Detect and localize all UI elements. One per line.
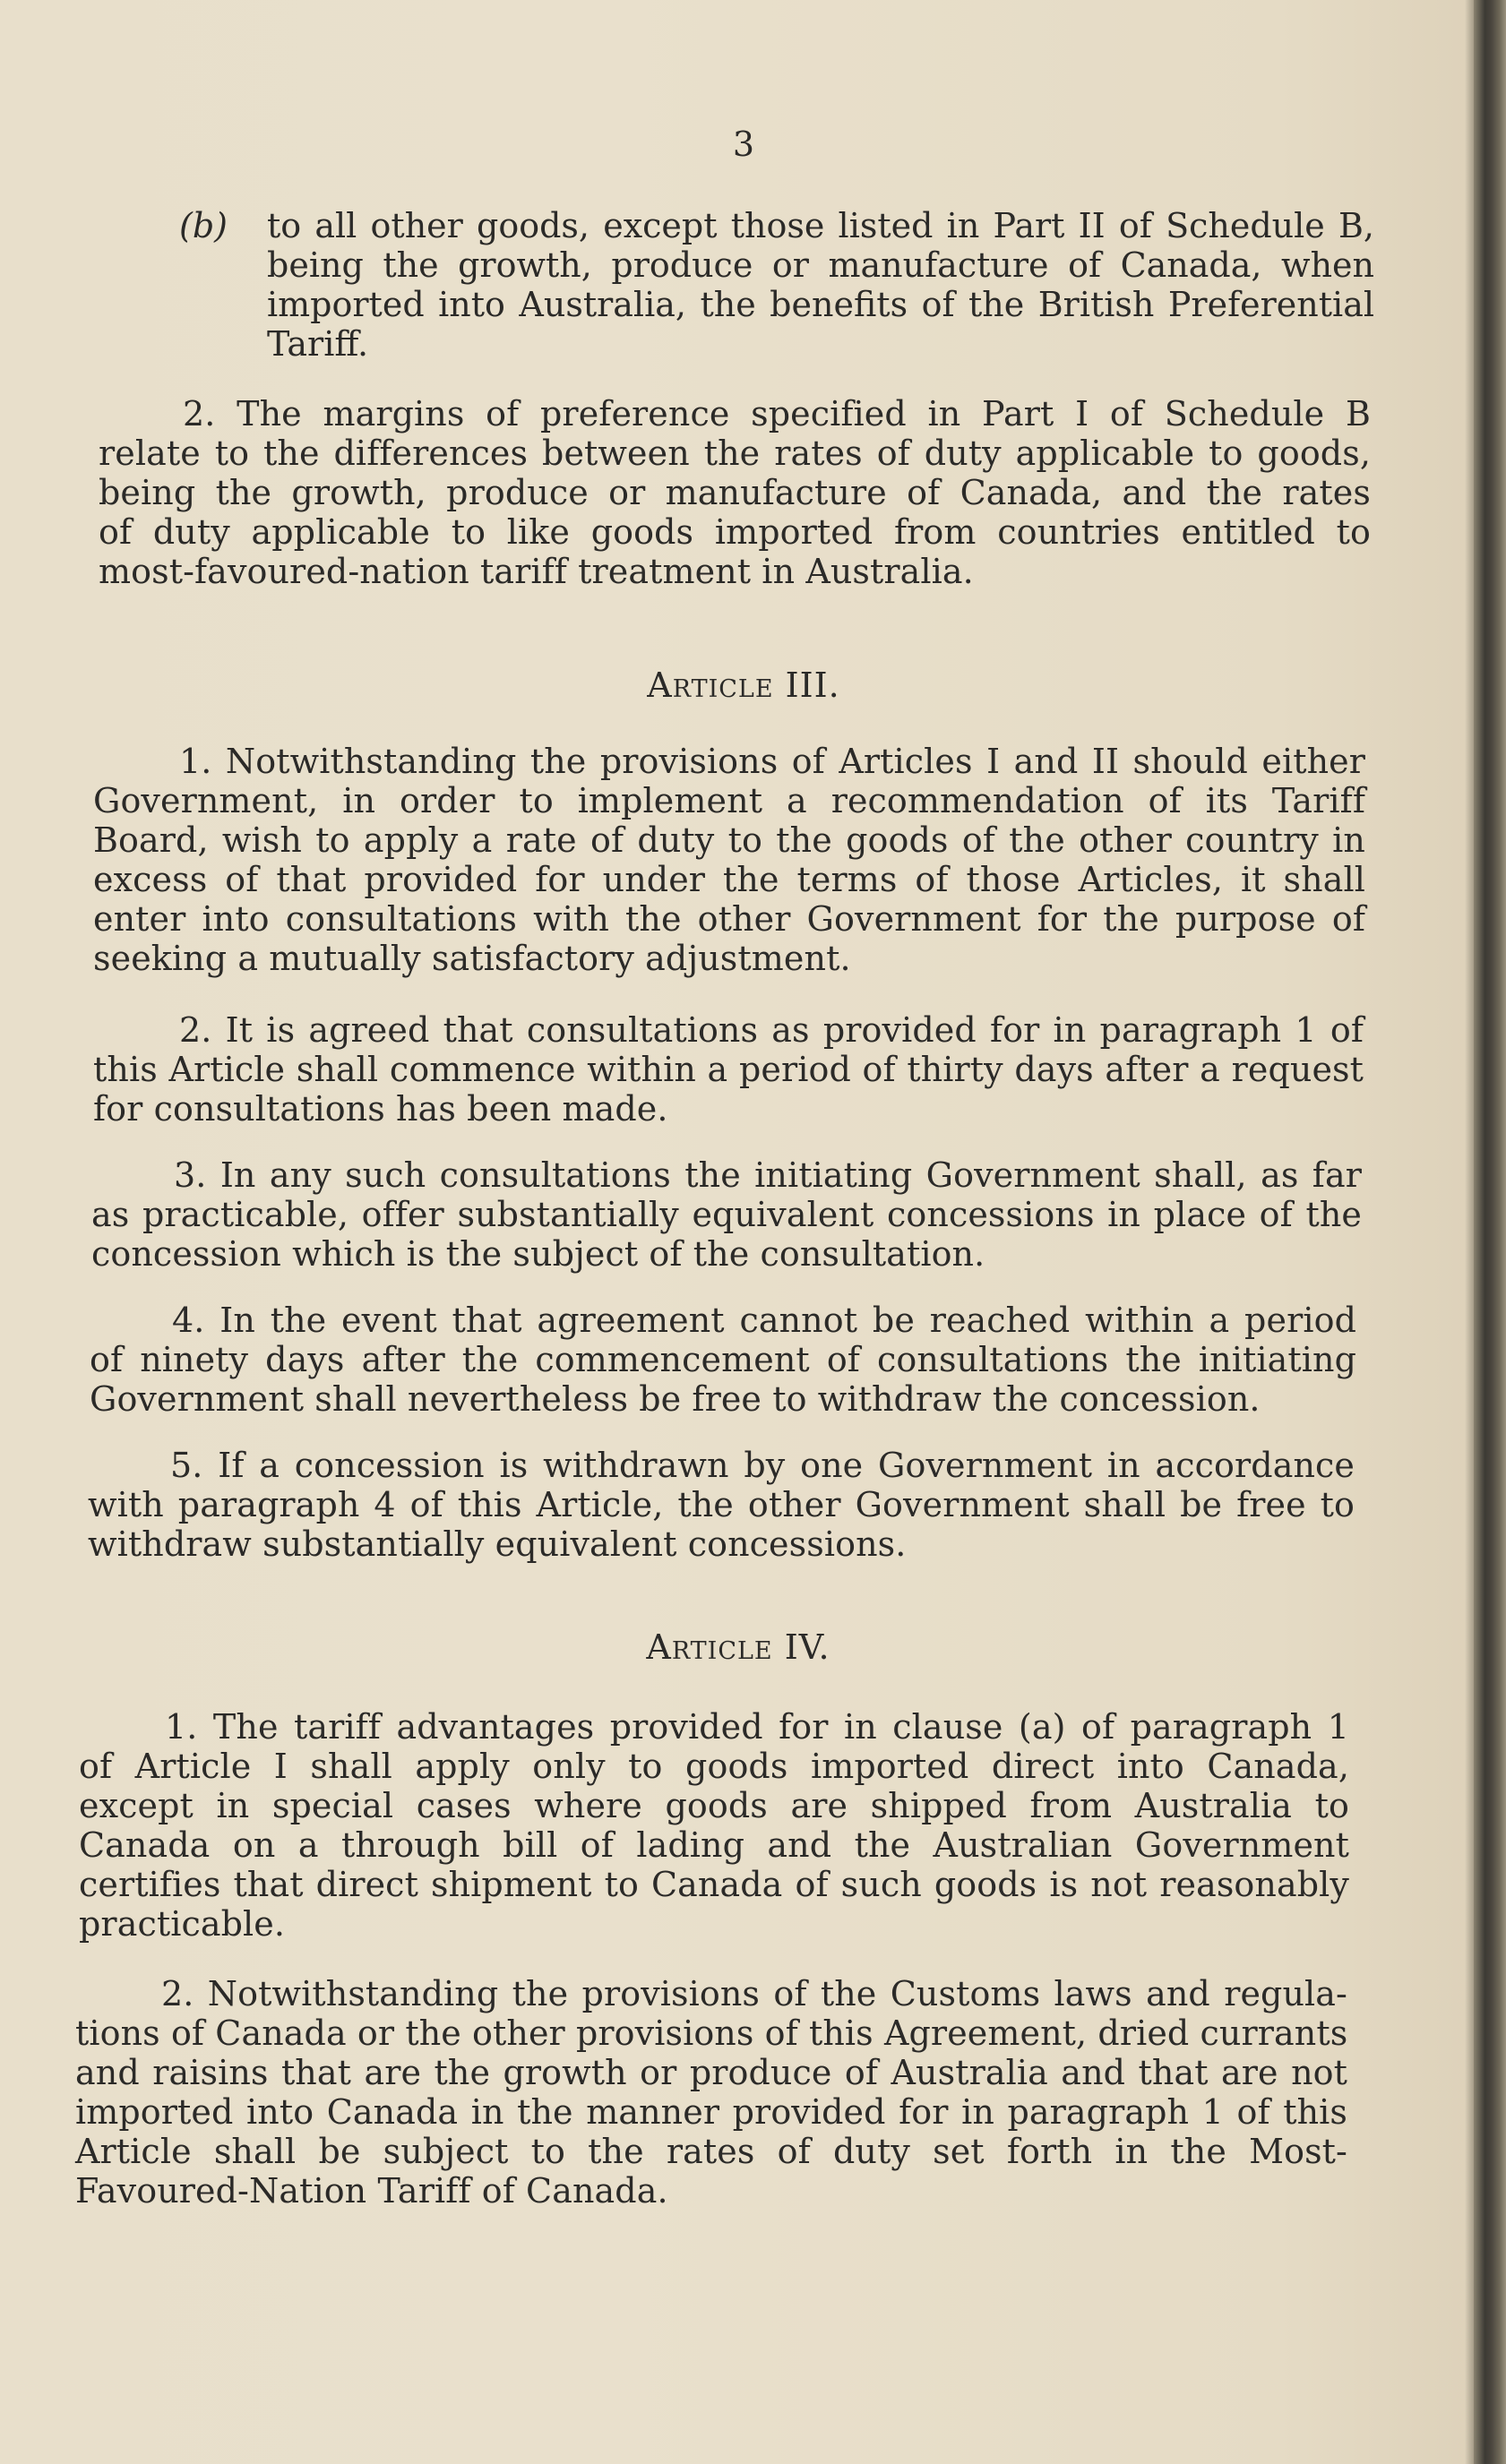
paragraph-line: and raisins that are the growth or produce of Australia and that are not bbox=[75, 2053, 1347, 2092]
paragraph-line: concession which is the subject of the consultation. bbox=[91, 1234, 985, 1274]
paragraph-line: withdraw substantially equivalent concessions. bbox=[88, 1524, 907, 1564]
paragraph-line: for consultations has been made. bbox=[93, 1089, 668, 1129]
paragraph-line: 2. Notwithstanding the provisions of the Customs laws and regula- bbox=[161, 1974, 1347, 2013]
paragraph-line: excess of that provided for under the terms of those Articles, it shall bbox=[93, 860, 1365, 899]
paragraph-line: Government, in order to implement a recommendation of its Tariff bbox=[93, 781, 1365, 820]
article-iv-heading bbox=[0, 1627, 1482, 1668]
article-iii-paragraph-3 bbox=[91, 1155, 1362, 1274]
page-number: 3 bbox=[732, 124, 755, 164]
clause-b-line: imported into Australia, the benefits of the British Preferential bbox=[267, 285, 1374, 324]
article-iii-paragraph-4 bbox=[90, 1301, 1356, 1419]
paragraph-line: with paragraph 4 of this Article, the other Government shall be free to bbox=[88, 1485, 1355, 1524]
paragraph-line: being the growth, produce or manufacture of Canada, and the rates bbox=[99, 473, 1371, 512]
page-binding-edge bbox=[1474, 0, 1506, 2464]
paragraph-line: 2. The margins of preference specified in Part I of Schedule B bbox=[183, 394, 1371, 434]
article-iii-paragraph-5 bbox=[88, 1446, 1355, 1564]
article-iii-paragraph-2 bbox=[93, 1010, 1364, 1129]
paragraph-line: this Article shall commence within a period of thirty days after a request bbox=[93, 1050, 1364, 1089]
paragraph-line: except in special cases where goods are shipped from Australia to bbox=[79, 1786, 1349, 1825]
paragraph-line: of ninety days after the commencement of consultations the initiating bbox=[90, 1340, 1356, 1379]
paragraph-line: 2. It is agreed that consultations as provided for in paragraph 1 of bbox=[179, 1010, 1364, 1050]
article-iv-paragraph-1 bbox=[79, 1707, 1349, 1944]
paragraph-line: of duty applicable to like goods imported from countries entitled to bbox=[99, 512, 1371, 552]
clause-b-line: Tariff. bbox=[267, 324, 369, 364]
paragraph-line: 5. If a concession is withdrawn by one Government in accordance bbox=[170, 1446, 1355, 1485]
paragraph-line: imported into Canada in the manner provided for in paragraph 1 of this bbox=[75, 2092, 1347, 2132]
paragraph-line: seeking a mutually satisfactory adjustment. bbox=[93, 939, 851, 978]
paragraph-line: Government shall nevertheless be free to withdraw the concession. bbox=[90, 1379, 1261, 1419]
paragraph-line: Canada on a through bill of lading and the Australian Government bbox=[79, 1825, 1349, 1865]
paragraph-line: 1. Notwithstanding the provisions of Articles I and II should either bbox=[179, 742, 1365, 781]
paragraph-line: certifies that direct shipment to Canada of such goods is not reasonably bbox=[79, 1865, 1349, 1904]
paragraph-line: 1. The tariff advantages provided for in clause (a) of paragraph 1 bbox=[165, 1707, 1349, 1747]
article-iv-paragraph-2 bbox=[75, 1974, 1347, 2211]
article-iii-heading-text: Article III. bbox=[647, 665, 840, 705]
paragraph-line: practicable. bbox=[79, 1904, 286, 1944]
article-iii-paragraph-1 bbox=[93, 742, 1365, 978]
clause-b-line: to all other goods, except those listed in Part II of Schedule B, bbox=[267, 206, 1374, 245]
clause-b-line: being the growth, produce or manufacture of Canada, when bbox=[267, 245, 1374, 285]
paragraph-margins-of-preference bbox=[99, 394, 1371, 591]
paragraph-line: most-favoured-nation tariff treatment in Australia. bbox=[99, 552, 974, 591]
paragraph-line: enter into consultations with the other Government for the purpose of bbox=[93, 899, 1365, 939]
article-iii-heading bbox=[0, 665, 1487, 706]
clause-b-body bbox=[267, 206, 1374, 364]
paragraph-line: Board, wish to apply a rate of duty to the goods of the other country in bbox=[93, 820, 1365, 860]
paragraph-line: Favoured-Nation Tariff of Canada. bbox=[75, 2171, 668, 2211]
paragraph-line: of Article I shall apply only to goods imported direct into Canada, bbox=[79, 1747, 1349, 1786]
paragraph-line: 4. In the event that agreement cannot be reached within a period bbox=[172, 1301, 1356, 1340]
paragraph-line: 3. In any such consultations the initiating Government shall, as far bbox=[174, 1155, 1362, 1195]
clause-b-label: (b) bbox=[179, 206, 228, 245]
paragraph-line: Article shall be subject to the rates of duty set forth in the Most- bbox=[75, 2132, 1347, 2171]
article-iv-heading-text: Article IV. bbox=[646, 1627, 830, 1667]
paragraph-line: tions of Canada or the other provisions of this Agreement, dried currants bbox=[75, 2013, 1348, 2053]
paragraph-line: relate to the differences between the rates of duty applicable to goods, bbox=[99, 434, 1371, 473]
paragraph-line: as practicable, offer substantially equivalent concessions in place of the bbox=[91, 1195, 1362, 1234]
